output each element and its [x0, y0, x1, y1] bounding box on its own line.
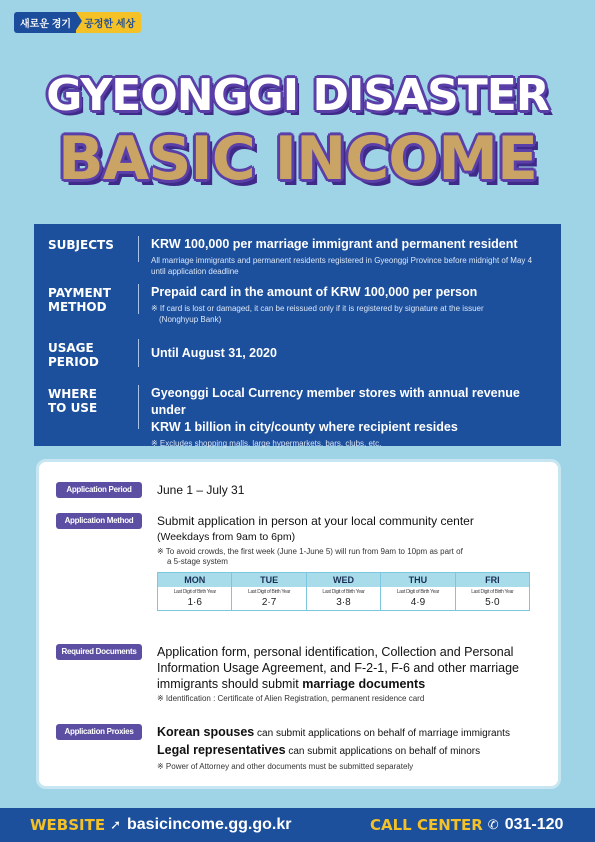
schedule-day: WED Last Digit of Birth Year 3·8 — [307, 573, 381, 610]
usage-main: Until August 31, 2020 — [151, 346, 277, 360]
payment-sub2: (Nonghyup Bank) — [159, 315, 222, 324]
where-sub: ※ Excludes shopping malls, large hypermarkets, bars, clubs, etc. — [151, 439, 382, 448]
row-proxies — [56, 724, 547, 772]
period-pill: Application Period — [56, 482, 142, 498]
footer-call-center[interactable] — [370, 816, 563, 834]
method-note2: a 5-stage system — [167, 557, 228, 566]
info-row-subjects — [48, 236, 547, 284]
method-note1: ※ To avoid crowds, the first week (June 1-June 5) will run from 9am to 10pm as part of — [157, 547, 463, 556]
cursor-click-icon: ➚ — [110, 817, 121, 832]
proxies-line1: Korean spouses can submit applications on behalf of marriage immigrants — [157, 725, 510, 739]
row-period — [56, 482, 547, 498]
documents-pill: Required Documents — [56, 644, 142, 660]
website-label: WEBSITE — [30, 816, 106, 834]
schedule-day: FRI Last Digit of Birth Year 5·0 — [456, 573, 529, 610]
documents-note: ※ Identification : Certificate of Alien Registration, permanent residence card — [157, 694, 425, 703]
payment-main: Prepaid card in the amount of KRW 100,000 per person — [151, 285, 478, 299]
schedule-day: THU Last Digit of Birth Year 4·9 — [381, 573, 455, 610]
row-documents — [56, 644, 547, 704]
payment-sub1: ※ If card is lost or damaged, it can be reissued only if it is registered by signature at the issuer — [151, 304, 484, 313]
documents-line2: Information Usage Agreement, and F-2-1, F-6 and other marriage — [157, 661, 519, 675]
slogan-part2: 공정한 세상 — [76, 12, 141, 33]
info-box — [34, 224, 561, 446]
where-main2: KRW 1 billion in city/county where recipient resides — [151, 420, 458, 434]
where-main1: Gyeonggi Local Currency member stores with annual revenue under — [151, 386, 520, 417]
schedule-day: MON Last Digit of Birth Year 1·6 — [158, 573, 232, 610]
phone-icon: ✆ — [487, 817, 499, 832]
subjects-sub: All marriage immigrants and permanent residents registered in Gyeonggi Province before midnight of May 4 until application deadline — [151, 256, 533, 276]
slogan-tag — [14, 12, 141, 33]
info-row-payment — [48, 284, 547, 339]
application-panel — [36, 459, 561, 789]
schedule-day: TUE Last Digit of Birth Year 2·7 — [232, 573, 306, 610]
title-line2: BASIC INCOME — [58, 124, 537, 194]
title-line1: GYEONGGI DISASTER — [46, 70, 549, 121]
payment-label: PAYMENT METHOD — [48, 286, 111, 314]
usage-label: USAGE PERIOD — [48, 341, 99, 369]
period-value: June 1 – July 31 — [157, 483, 245, 497]
documents-line3: immigrants should submit marriage documents — [157, 677, 426, 691]
proxies-pill: Application Proxies — [56, 724, 142, 740]
row-method — [56, 513, 547, 611]
website-url[interactable]: basicincome.gg.go.kr — [127, 816, 292, 833]
slogan-part1: 새로운 경기 — [14, 12, 76, 33]
call-label: CALL CENTER — [370, 816, 483, 834]
footer-bar — [0, 808, 595, 842]
proxies-line2: Legal representatives can submit applications on behalf of minors — [157, 743, 481, 757]
subjects-label: SUBJECTS — [48, 238, 114, 252]
where-label: WHERE TO USE — [48, 387, 98, 415]
schedule-table — [157, 572, 530, 611]
method-hours: (Weekdays from 9am to 6pm) — [157, 531, 296, 543]
info-row-usage — [48, 339, 547, 385]
call-number[interactable]: 031-120 — [504, 816, 564, 833]
info-row-where — [48, 385, 547, 449]
method-main: Submit application in person at your local community center — [157, 514, 474, 528]
footer-website[interactable] — [30, 816, 291, 834]
proxies-note: ※ Power of Attorney and other documents must be submitted separately — [157, 762, 414, 771]
method-pill: Application Method — [56, 513, 142, 529]
subjects-main: KRW 100,000 per marriage immigrant and permanent resident — [151, 237, 518, 251]
documents-line1: Application form, personal identification, Collection and Personal — [157, 645, 514, 659]
